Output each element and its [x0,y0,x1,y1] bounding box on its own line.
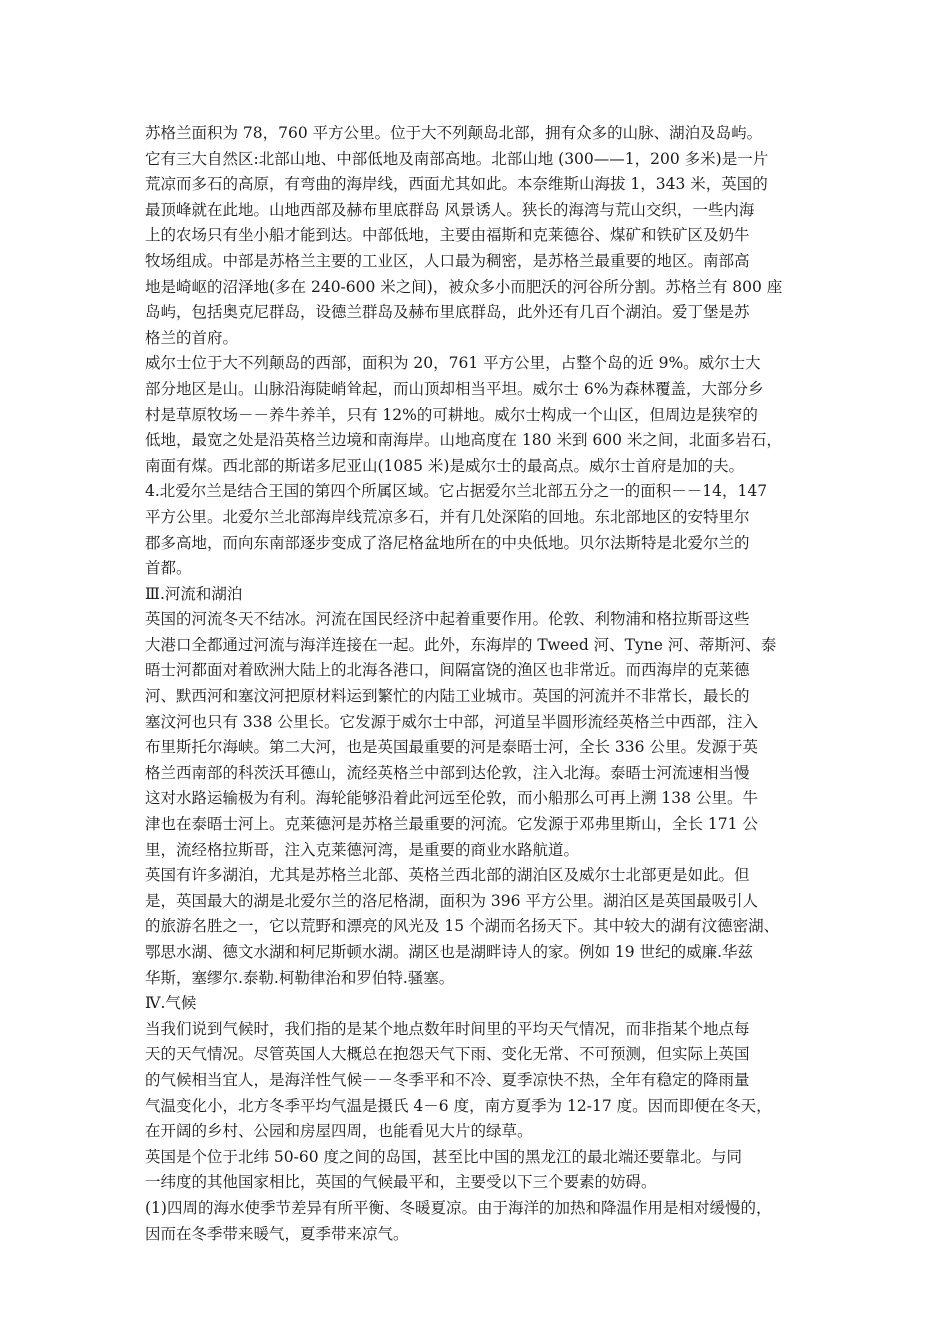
text-line: 地是崎岖的沼泽地(多在 240-600 米之间)，被众多小而肥沃的河谷所分割。苏格兰有 800 座 [145,277,783,296]
text-line: 英国是个位于北纬 50-60 度之间的岛国，甚至比中国的黑龙江的最北端还要靠北。与同 [145,1147,743,1166]
text-line: 河、默西河和塞汶河把原材料运到繁忙的内陆工业城市。英国的河流并不非常长，最长的 [145,687,750,706]
text-line: 天的天气情况。尽管英国人大概总在抱怨天气下雨、变化无常、不可预测，但实际上英国 [145,1045,750,1064]
text-line: 平方公里。北爱尔兰北部海岸线荒凉多石，并有几处深陷的回地。东北部地区的安特里尔 [145,507,750,526]
text-line: 上的农场只有坐小船才能到达。中部低地，主要由福斯和克莱德谷、煤矿和铁矿区及奶牛 [145,226,750,245]
text-line: 气温变化小，北方冬季平均气温是摄氏 4－6 度，南方夏季为 12-17 度。因而即便在冬天， [145,1096,772,1115]
text-line: 英国的河流冬天不结冰。河流在国民经济中起着重要作用。伦敦、利物浦和格拉斯哥这些 [145,610,750,629]
section-heading: Ⅲ.河流和湖泊 [145,584,243,603]
text-line: (1)四周的海水使季节差异有所平衡、冬暖夏凉。由于海洋的加热和降温作用是相对缓慢的， [145,1198,772,1217]
text-line: 是，英国最大的湖是北爱尔兰的洛尼格湖，面积为 396 平方公里。湖泊区是英国最吸引人 [145,891,758,910]
text-line: 大港口全都通过河流与海洋连接在一起。此外，东海岸的 Tweed 河、Tyne 河、蒂斯河、泰 [145,635,777,654]
text-line: 郡多高地，而向东南部逐步变成了洛尼格盆地所在的中央低地。贝尔法斯特是北爱尔兰的 [145,533,750,552]
text-line: 荒凉而多石的高原，有弯曲的海岸线，西面尤其如此。本奈维斯山海拔 1，343 米，英国的 [145,175,768,194]
text-line: 津也在泰晤士河上。克莱德河是苏格兰最重要的河流。它发源于邓弗里斯山，全长 171 公 [145,815,758,834]
document-body [145,121,825,1247]
text-line: 鄂思水湖、德文水湖和柯尼斯顿水湖。湖区也是湖畔诗人的家。例如 19 世纪的威廉.华兹 [145,943,754,961]
text-line: 里，流经格拉斯哥，注入克莱德河湾，是重要的商业水路航道。 [145,840,580,859]
text-line: 4.北爱尔兰是结合王国的第四个所属区域。它占据爱尔兰北部五分之一的面积－－14，147 [145,482,768,501]
text-line: 格兰西南部的科茨沃耳德山，流经英格兰中部到达伦敦，注入北海。泰晤士河流速相当慢 [145,763,750,782]
text-line: 威尔士位于大不列颠岛的西部，面积为 20，761 平方公里，占整个岛的近 9%。威尔士大 [145,354,761,373]
section-heading: Ⅳ.气候 [145,994,197,1013]
text-line: 最顶峰就在此地。山地西部及赫布里底群岛 风景诱人。狭长的海湾与荒山交织，一些内海 [145,200,755,219]
text-line: 因而在冬季带来暖气，夏季带来凉气。 [145,1224,409,1243]
text-line: 牧场组成。中部是苏格兰主要的工业区，人口最为稠密，是苏格兰最重要的地区。南部高 [145,251,750,270]
text-line: 格兰的首府。 [145,328,239,347]
text-line: 华斯，塞缪尔.泰勒.柯勒律治和罗伯特.骚塞。 [145,968,455,987]
text-line: 岛屿，包括奥克尼群岛，设德兰群岛及赫布里底群岛，此外还有几百个湖泊。爱丁堡是苏 [145,303,750,322]
text-line: 英国有许多湖泊，尤其是苏格兰北部、英格兰西北部的湖泊区及威尔士北部更是如此。但 [145,866,750,885]
text-line: 布里斯托尔海峡。第二大河，也是英国最重要的河是泰晤士河，全长 336 公里。发源于英 [145,738,758,757]
text-line: 塞汶河也只有 338 公里长。它发源于威尔士中部，河道呈半圆形流经英格兰中西部，注入 [145,712,758,731]
text-line: 在开阔的乡村、公园和房屋四周，也能看见大片的绿草。 [145,1122,533,1141]
text-line: 它有三大自然区:北部山地、中部低地及南部高地。北部山地 (300——1，200 多米)是一片 [145,149,769,168]
text-line: 首都。 [145,559,192,578]
text-line: 部分地区是山。山脉沿海陡峭耸起，而山顶却相当平坦。威尔士 6%为森林覆盖，大部分乡 [145,379,764,398]
text-line: 苏格兰面积为 78，760 平方公里。位于大不列颠岛北部，拥有众多的山脉、湖泊及岛屿。 [145,124,763,142]
text-line: 当我们说到气候时，我们指的是某个地点数年时间里的平均天气情况，而非指某个地点每 [145,1019,750,1038]
text-line: 这对水路运输极为有利。海轮能够沿着此河远至伦敦，而小船那么可再上溯 138 公里。牛 [145,789,758,808]
text-line: 的气候相当宜人，是海洋性气候－－冬季平和不冷、夏季凉快不热，全年有稳定的降雨量 [145,1070,750,1089]
text-line: 的旅游名胜之一，它以荒野和漂亮的风光及 15 个湖而名扬天下。其中较大的湖有汶德密湖、 [145,917,780,936]
text-line: 低地，最宽之处是沿英格兰边境和南海岸。山地高度在 180 米到 600 米之间，北面多岩石， [145,431,782,450]
text-line: 一纬度的其他国家相比，英国的气候最平和，主要受以下三个要素的妨碍。 [145,1173,657,1192]
text-line: 晤士河都面对着欧洲大陆上的北海各港口，间隔富饶的渔区也非常近。而西海岸的克莱德 [145,661,750,680]
text-line: 南面有煤。西北部的斯诺多尼亚山(1085 米)是威尔士的最高点。威尔士首府是加的夫。 [145,456,744,475]
text-line: 村是草原牧场－－养牛养羊，只有 12%的可耕地。威尔士构成一个山区，但周边是狭窄的 [145,405,758,424]
